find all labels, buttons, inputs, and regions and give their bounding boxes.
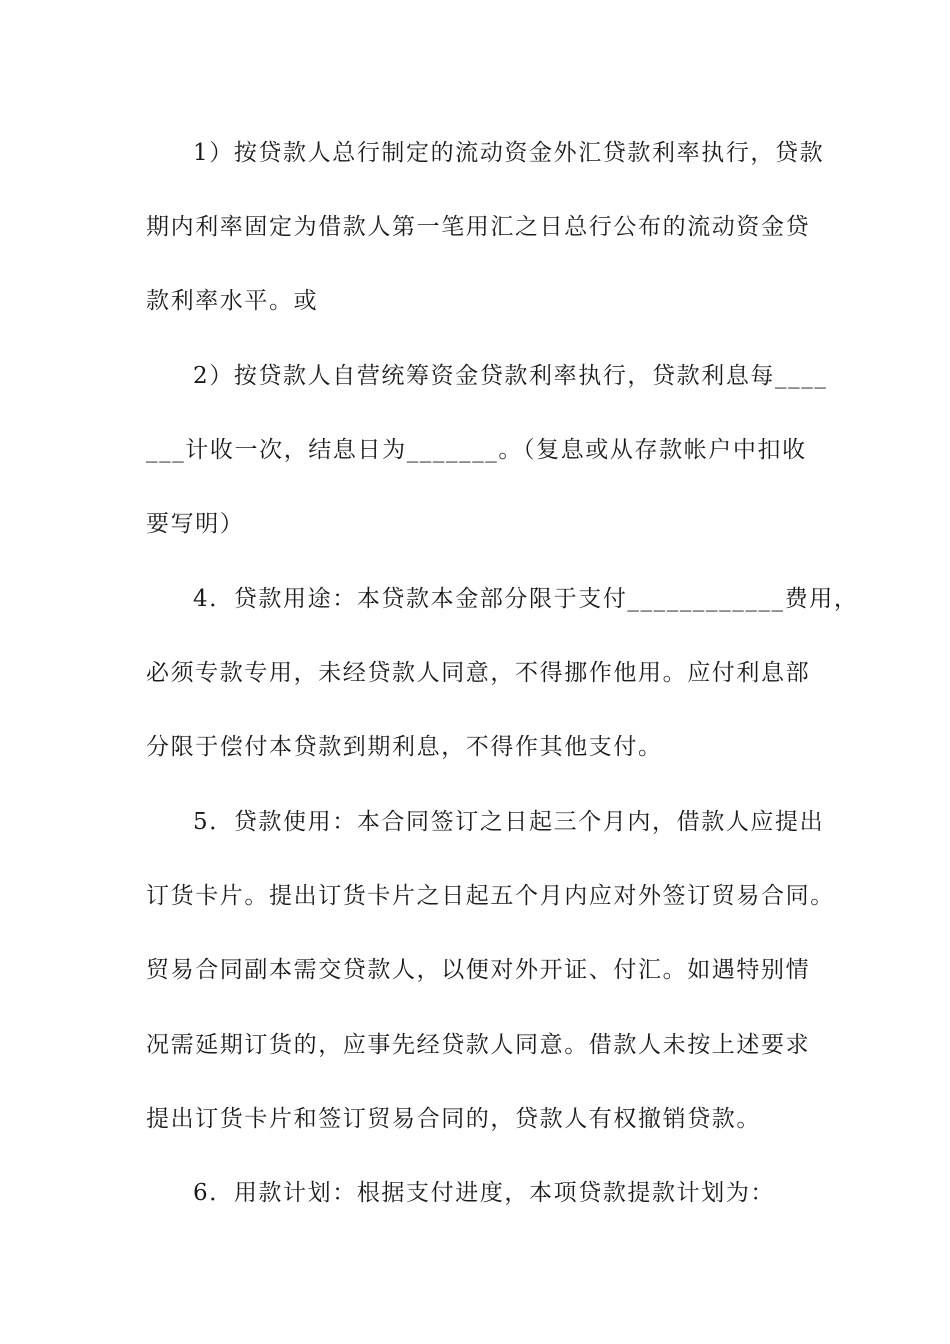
paragraph-line: 2）按贷款人自营统筹资金贷款利率执行，贷款利息每____ xyxy=(193,363,828,389)
paragraph-line: 6．用款计划：根据支付进度，本项贷款提款计划为： xyxy=(193,1180,776,1206)
paragraph-line: 分限于偿付本贷款到期利息，不得作其他支付。 xyxy=(146,734,663,760)
paragraph-line: 期内利率固定为借款人第一笔用汇之日总行公布的流动资金贷 xyxy=(146,214,811,240)
paragraph-line: 要写明） xyxy=(146,511,245,537)
paragraph-line: 必须专款专用，未经贷款人同意，不得挪作他用。应付利息部 xyxy=(146,660,811,686)
paragraph-line: ___计收一次，结息日为_______。（复息或从存款帐户中扣收 xyxy=(146,437,807,463)
paragraph-line: 况需延期订货的，应事先经贷款人同意。借款人未按上述要求 xyxy=(146,1032,811,1058)
paragraph-line: 订货卡片。提出订货卡片之日起五个月内应对外签订贸易合同。 xyxy=(146,883,835,909)
paragraph-line: 贸易合同副本需交贷款人，以便对外开证、付汇。如遇特别情 xyxy=(146,957,811,983)
paragraph-line: 款利率水平。或 xyxy=(146,288,319,314)
paragraph-line: 5．贷款使用：本合同签订之日起三个月内，借款人应提出 xyxy=(193,809,825,835)
paragraph-line: 提出订货卡片和签订贸易合同的，贷款人有权撤销贷款。 xyxy=(146,1106,761,1132)
paragraph-line: 4．贷款用途：本贷款本金部分限于支付____________费用， xyxy=(193,586,859,612)
paragraph-line: 1）按贷款人总行制定的流动资金外汇贷款利率执行，贷款 xyxy=(193,140,825,166)
